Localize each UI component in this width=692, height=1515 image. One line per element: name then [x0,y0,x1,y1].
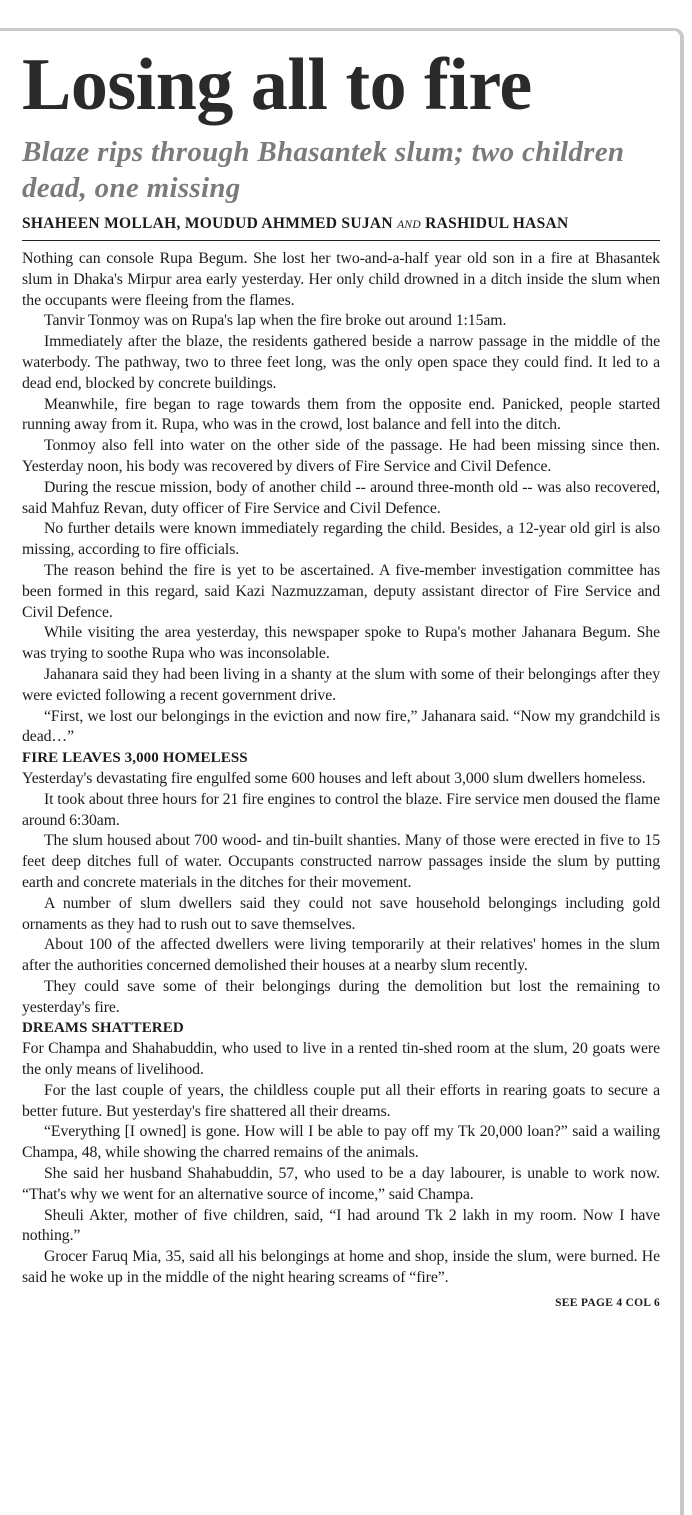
paragraph: The slum housed about 700 wood- and tin-built shanties. Many of those were erected in five to 15 feet deep ditches full of water. Occupants constructed narrow passages inside the slum by putting earth and concrete materials in the ditches for their movement. [22,832,660,891]
paragraph: A number of slum dwellers said they could not save household belongings including gold ornaments as they had to rush out to save themselves. [22,894,660,933]
headline: Losing all to fire [22,44,532,126]
paragraph: While visiting the area yesterday, this newspaper spoke to Rupa's mother Jahanara Begum. She was trying to soothe Rupa who was inconsolable. [22,624,660,663]
paragraph: Grocer Faruq Mia, 35, said all his belongings at home and shop, inside the slum, were burned. He said he woke up in the middle of the night hearing screams of “fire”. [22,1248,660,1287]
paragraph: Tonmoy also fell into water on the other side of the passage. He had been missing since then. Yesterday noon, his body was recovered by divers of Fire Service and Civil Defence. [22,437,660,475]
paragraph: Nothing can console Rupa Begum. She lost her two-and-a-half year old son in a fire at Bhasantek slum in Dhaka's Mirpur area early yesterday. Her only child drowned in a ditch inside the slum when the occupants were fleeing from the flames. [22,250,660,309]
byline-and: AND [397,219,421,231]
paragraph: “Everything [I owned] is gone. How will I be able to pay off my Tk 20,000 loan?” said a wailing Champa, 48, while showing the charred remains of the animals. [22,1123,660,1162]
section-heading: DREAMS SHATTERED [22,1020,184,1037]
byline-names-1: SHAHEEN MOLLAH, MOUDUD AHMMED SUJAN [22,215,393,232]
paragraph: It took about three hours for 21 fire engines to control the blaze. Fire service men doused the flame around 6:30am. [22,790,660,829]
paragraph: Yesterday's devastating fire engulfed some 600 houses and left about 3,000 slum dwellers homeless. [22,769,646,787]
paragraph: No further details were known immediately regarding the child. Besides, a 12-year old girl is also missing, according to fire officials. [22,520,660,559]
paragraph: “First, we lost our belongings in the eviction and now fire,” Jahanara said. “Now my grandchild is dead…” [22,707,660,746]
paragraph: About 100 of the affected dwellers were living temporarily at their relatives' homes in the slum after the authorities concerned demolished their houses at a nearby slum recently. [22,936,660,975]
paragraph: She said her husband Shahabuddin, 57, who used to be a day labourer, is unable to work now. “That's why we went for an alternative source of income,” said Champa. [22,1165,660,1203]
byline-names-2: RASHIDUL HASAN [425,215,569,232]
paragraph: For Champa and Shahabuddin, who used to live in a rented tin-shed room at the slum, 20 goats were the only means of livelihood. [22,1040,660,1079]
paragraph: During the rescue mission, body of another child -- around three-month old -- was also recovered, said Mahfuz Revan, duty officer of Fire Service and Civil Defence. [22,478,660,517]
paragraph: Meanwhile, fire began to rage towards them from the opposite end. Panicked, people started running away from it. Rupa, who was in the crowd, lost balance and fell into the ditch. [22,395,660,434]
article [22,44,660,1311]
continuation-note: SEE PAGE 4 COL 6 [555,1296,660,1309]
paragraph: Immediately after the blaze, the residents gathered beside a narrow passage in the middle of the waterbody. The pathway, two to three feet long, was the only open space they could find. It led to a dead end, blocked by concrete buildings. [22,333,660,392]
section-heading: FIRE LEAVES 3,000 HOMELESS [22,750,248,767]
byline [22,214,660,241]
paragraph: Sheuli Akter, mother of five children, said, “I had around Tk 2 lakh in my room. Now I have nothing.” [22,1206,660,1245]
paragraph: They could save some of their belongings during the demolition but lost the remaining to yesterday's fire. [22,977,660,1016]
paragraph: For the last couple of years, the childless couple put all their efforts in rearing goats to secure a better future. But yesterday's fire shattered all their dreams. [22,1081,660,1120]
subhead: Blaze rips through Bhasantek slum; two children dead, one missing [22,136,625,204]
paragraph: The reason behind the fire is yet to be ascertained. A five-member investigation committee has been formed in this regard, said Kazi Nazmuzzaman, deputy assistant director of Fire Service and Civil Defence. [22,561,660,621]
paragraph: Jahanara said they had been living in a shanty at the slum with some of their belongings after they were evicted following a recent government drive. [22,665,660,704]
paragraph: Tanvir Tonmoy was on Rupa's lap when the fire broke out around 1:15am. [44,312,507,330]
article-body [22,249,660,1311]
